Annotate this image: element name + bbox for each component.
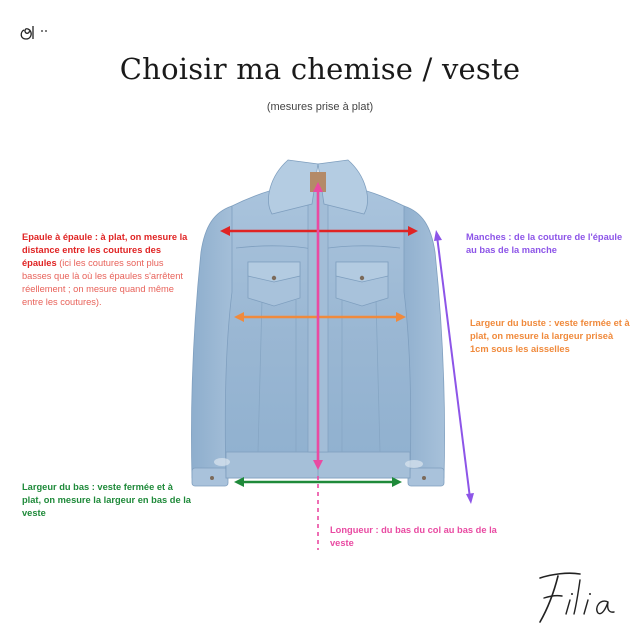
sleeve-note: Manches : de la couture de l'épaule au bas de la manche <box>466 232 623 255</box>
filia-signature-logo <box>534 566 624 628</box>
page-title: Choisir ma chemise / veste <box>119 52 521 86</box>
shoulder-note <box>22 231 194 309</box>
hem-note: Largeur du bas : veste fermée et à plat, on mesure la largeur en bas de la veste <box>22 482 191 518</box>
length-note: Longueur : du bas du col au bas de la veste <box>330 525 497 548</box>
shoulder-note-bold: Epaule à épaule : à plat, on mesure la distance entre les coutures des épaules <box>22 232 188 268</box>
chest-note: Largeur du buste : veste fermée et à plat, on mesure la largeur priseà 1cm sous les aisselles <box>470 318 630 354</box>
left-cuff <box>192 468 228 486</box>
shoulder-note-detail: (ici les coutures sont plus basses que là où les épaules s'arrêtent réellement ; on mesure quand même entre les coutures). <box>22 258 183 307</box>
page-subtitle: (mesures prise à plat) <box>266 101 374 113</box>
right-cuff <box>408 468 444 486</box>
